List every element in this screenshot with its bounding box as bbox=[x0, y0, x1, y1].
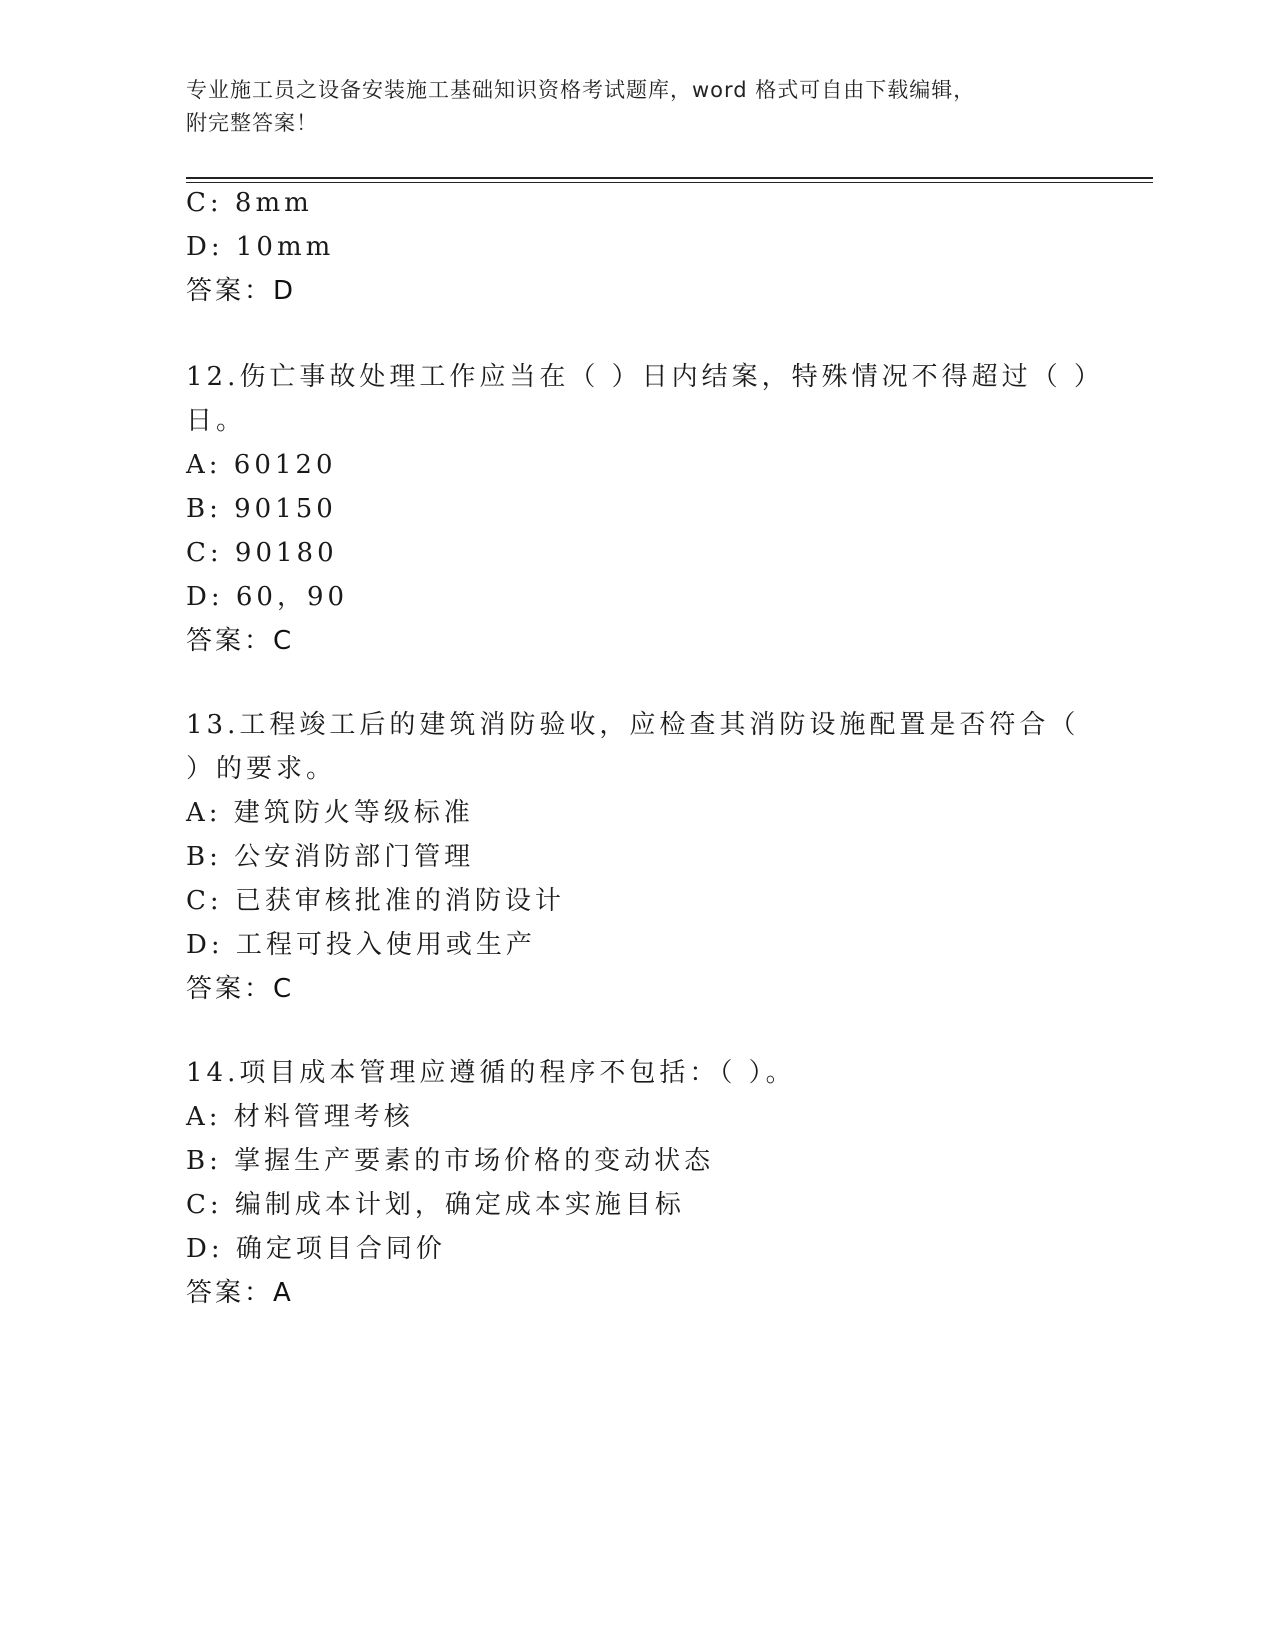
prev-option-d: D: 10mm bbox=[186, 232, 335, 262]
question-12-answer: 答案：C bbox=[186, 626, 295, 656]
question-13-stem-cont: ）的要求。 bbox=[186, 754, 337, 784]
question-14-option-c: C: 编制成本计划，确定成本实施目标 bbox=[186, 1190, 685, 1220]
question-14-option-d: D: 确定项目合同价 bbox=[186, 1234, 446, 1264]
question-12-stem-cont: 日。 bbox=[186, 406, 247, 436]
header-title-line1: 专业施工员之设备安装施工基础知识资格考试题库，word 格式可自由下载编辑， bbox=[186, 78, 976, 102]
question-14-answer: 答案：A bbox=[186, 1278, 294, 1308]
question-13-answer: 答案：C bbox=[186, 974, 295, 1004]
header-divider-thick bbox=[186, 177, 1153, 179]
question-12-option-b: B: 90150 bbox=[186, 494, 337, 524]
question-13-option-c: C: 已获审核批准的消防设计 bbox=[186, 886, 565, 916]
question-12-option-a: A: 60120 bbox=[186, 450, 337, 480]
question-12-stem: 12.伤亡事故处理工作应当在（ ）日内结案，特殊情况不得超过（ ） bbox=[186, 362, 1104, 392]
prev-answer: 答案：D bbox=[186, 276, 297, 306]
question-14-option-a: A: 材料管理考核 bbox=[186, 1102, 414, 1132]
question-14-option-b: B: 掌握生产要素的市场价格的变动状态 bbox=[186, 1146, 715, 1176]
question-13-option-d: D: 工程可投入使用或生产 bbox=[186, 930, 536, 960]
question-13-option-a: A: 建筑防火等级标准 bbox=[186, 798, 474, 828]
document-header bbox=[186, 74, 1086, 140]
header-divider-thin bbox=[186, 182, 1153, 183]
question-12-option-c: C: 90180 bbox=[186, 538, 338, 568]
prev-option-c: C: 8mm bbox=[186, 188, 313, 218]
question-13-stem: 13.工程竣工后的建筑消防验收，应检查其消防设施配置是否符合（ bbox=[186, 710, 1080, 740]
question-14-stem: 14.项目成本管理应遵循的程序不包括：（ ）。 bbox=[186, 1058, 796, 1088]
question-12-option-d: D: 60，90 bbox=[186, 582, 349, 612]
question-13-option-b: B: 公安消防部门管理 bbox=[186, 842, 475, 872]
header-title-line2: 附完整答案！ bbox=[186, 111, 318, 135]
